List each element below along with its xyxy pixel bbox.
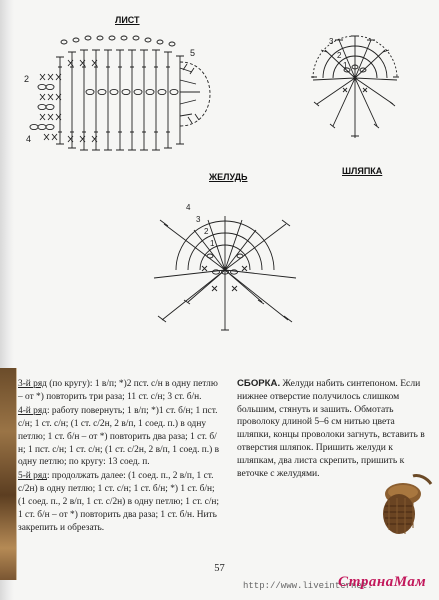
cap-row-number: 1 (343, 61, 348, 70)
site-watermark: СтранаМам (338, 574, 427, 590)
row-5-heading: 5-й ряд (18, 471, 47, 482)
row-4-heading: 4-й ряд (18, 405, 47, 416)
leaf-crochet-chart (20, 22, 230, 167)
assembly-text: Желуди набить синтепоном. Если нижнее отверстие получилось слишком большим, стянуть и зашить. Обмотать проволоку длиной 5–6 см нитью цвета шляпки, концы проволоки загнуть, вставить в отверстия шляпок. Пришить желуди к шляпкам, два листа скрепить, пришить к веточке с желудями. (237, 378, 425, 479)
cap-radial-stitches (311, 36, 399, 138)
leaf-label: ЛИСТ (115, 15, 140, 25)
cap-label: ШЛЯПКА (342, 166, 383, 176)
assembly-paragraph (237, 378, 429, 480)
acorn-row-number: 3 (196, 215, 201, 224)
leaf-row-number: 4 (26, 134, 32, 144)
acorn-label: ЖЕЛУДЬ (209, 172, 248, 182)
leaf-end-fan (180, 62, 210, 126)
acorn-crochet-chart (150, 180, 300, 345)
row-4-paragraph (18, 405, 224, 470)
side-photo-strip (0, 368, 17, 580)
row-3-paragraph (18, 378, 224, 404)
assembly-right-column (237, 378, 429, 480)
footer-url: http://www.liveinternet. (243, 581, 373, 591)
acorn-row-number: 1 (210, 239, 215, 248)
leaf-row-number: 2 (24, 74, 30, 84)
row-3-heading: 3-й ряд (18, 379, 47, 389)
row-3-text: (по кругу): 1 в/п; *)2 пст. с/н в одну петлю – от *) повторить три раза; 11 ст. с/н; 3 ст. б/н. (18, 379, 218, 402)
page-number: 57 (214, 563, 225, 574)
acorn-photo (373, 470, 435, 545)
acorn-row-number: 4 (186, 203, 191, 212)
row-5-paragraph (18, 470, 224, 535)
cap-row-number: 2 (337, 51, 342, 60)
row-4-text: : работу повернуть; 1 в/п; *)1 ст. б/н; 1 пст. с/н; 1 ст. с/н; (1 ст. с/2н, 2 в/п, 1 соед. п.) в одну петлю; 1 ст. б/н – от *) повторить два раза; 1 ст. б/н; 1 пст. с/н; 1 ст. с/н; (1 ст. с/2н, 2 в/п, 1 соед. п.) в одну петлю; по кругу: 13 соед. п. (18, 405, 220, 468)
leaf-stitch-columns (56, 50, 184, 150)
acorn-radial-stitches (154, 216, 296, 330)
acorn-center-marks (202, 254, 247, 291)
cap-row-number: 3 (329, 37, 334, 46)
row-5-text: : продолжать далее: (1 соед. п., 2 в/п, 1 ст. с/2н) в одну петлю; 1 ст. с/н; 1 ст. б/н; *) 1 ст. б/н; (1 соед. п., 2 в/п, 1 ст. с/2н) в одну петлю; 1 ст. с/н; 1 ст. б/н – от *) повторить два раза; 1 ст. б/н. Нить закрепить и обрезать. (18, 471, 219, 533)
acorn-row-number: 2 (204, 227, 209, 236)
leaf-row-number: 5 (190, 48, 196, 58)
assembly-heading: СБОРКА. (237, 378, 281, 389)
instructions-left-column (18, 378, 224, 536)
cap-crochet-chart (285, 20, 425, 165)
